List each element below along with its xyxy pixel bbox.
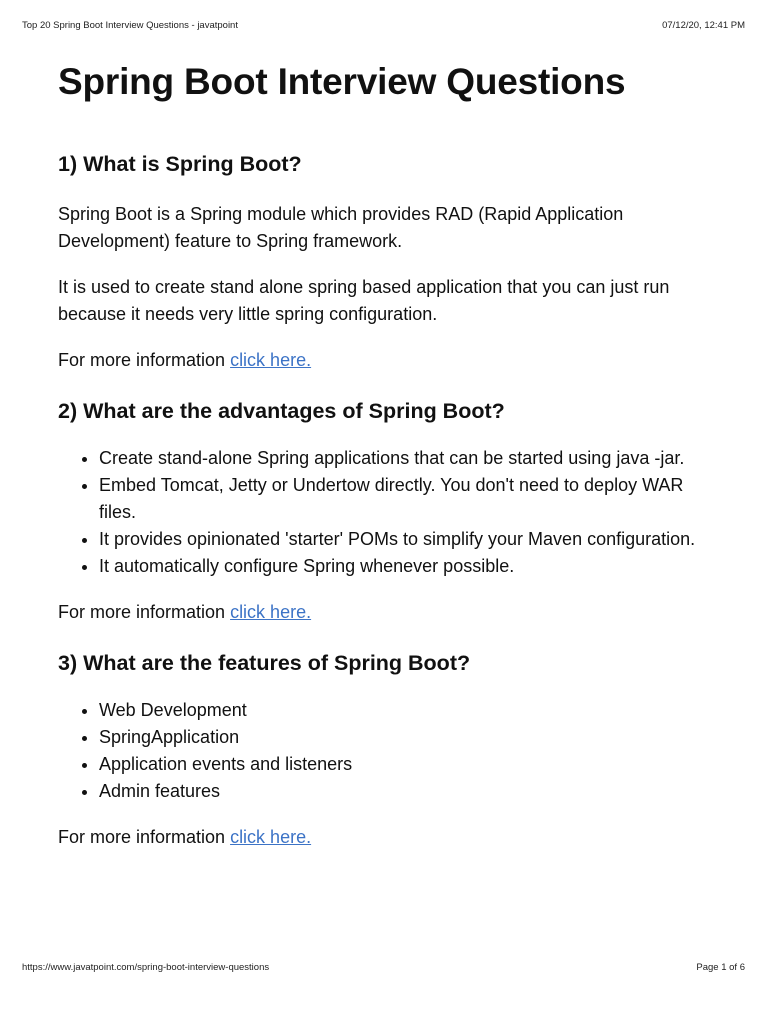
print-footer xyxy=(22,962,745,973)
list-item: • It automatically configure Spring whenever possible. xyxy=(99,553,718,580)
click-here-link[interactable]: click here. xyxy=(230,350,312,370)
click-here-link[interactable]: click here. xyxy=(230,602,312,622)
list-item: • Embed Tomcat, Jetty or Undertow directly. You don't need to deploy WAR files. xyxy=(99,472,718,526)
paragraph: Spring Boot is a Spring module which provides RAD (Rapid Application Development) feature to Spring framework. xyxy=(58,204,624,251)
page-title: Spring Boot Interview Questions xyxy=(58,61,626,102)
section-heading: 3) What are the features of Spring Boot? xyxy=(58,651,471,675)
advantages-list xyxy=(58,445,718,580)
list-item: • Admin features xyxy=(99,778,718,805)
article xyxy=(58,58,718,851)
more-info: For more information click here. xyxy=(58,350,312,370)
print-datetime: 07/12/20, 12:41 PM xyxy=(662,20,745,31)
section-heading: 2) What are the advantages of Spring Boot? xyxy=(58,399,505,423)
section-heading: 1) What is Spring Boot? xyxy=(58,152,302,176)
more-info: For more information click here. xyxy=(58,827,312,847)
paragraph: It is used to create stand alone spring based application that you can just run because it needs very little spring configuration. xyxy=(58,277,670,324)
list-item: • Create stand-alone Spring applications that can be started using java -jar. xyxy=(99,445,718,472)
list-item: • It provides opinionated 'starter' POMs to simplify your Maven configuration. xyxy=(99,526,718,553)
click-here-link[interactable]: click here. xyxy=(230,827,312,847)
page-url: https://www.javatpoint.com/spring-boot-interview-questions xyxy=(22,962,270,973)
list-item: • SpringApplication xyxy=(99,724,718,751)
more-info: For more information click here. xyxy=(58,602,312,622)
document-title: Top 20 Spring Boot Interview Questions - javatpoint xyxy=(22,20,238,31)
list-item: • Application events and listeners xyxy=(99,751,718,778)
features-list xyxy=(58,697,718,805)
print-header xyxy=(22,20,745,31)
list-item: • Web Development xyxy=(99,697,718,724)
page-number: Page 1 of 6 xyxy=(696,962,745,973)
